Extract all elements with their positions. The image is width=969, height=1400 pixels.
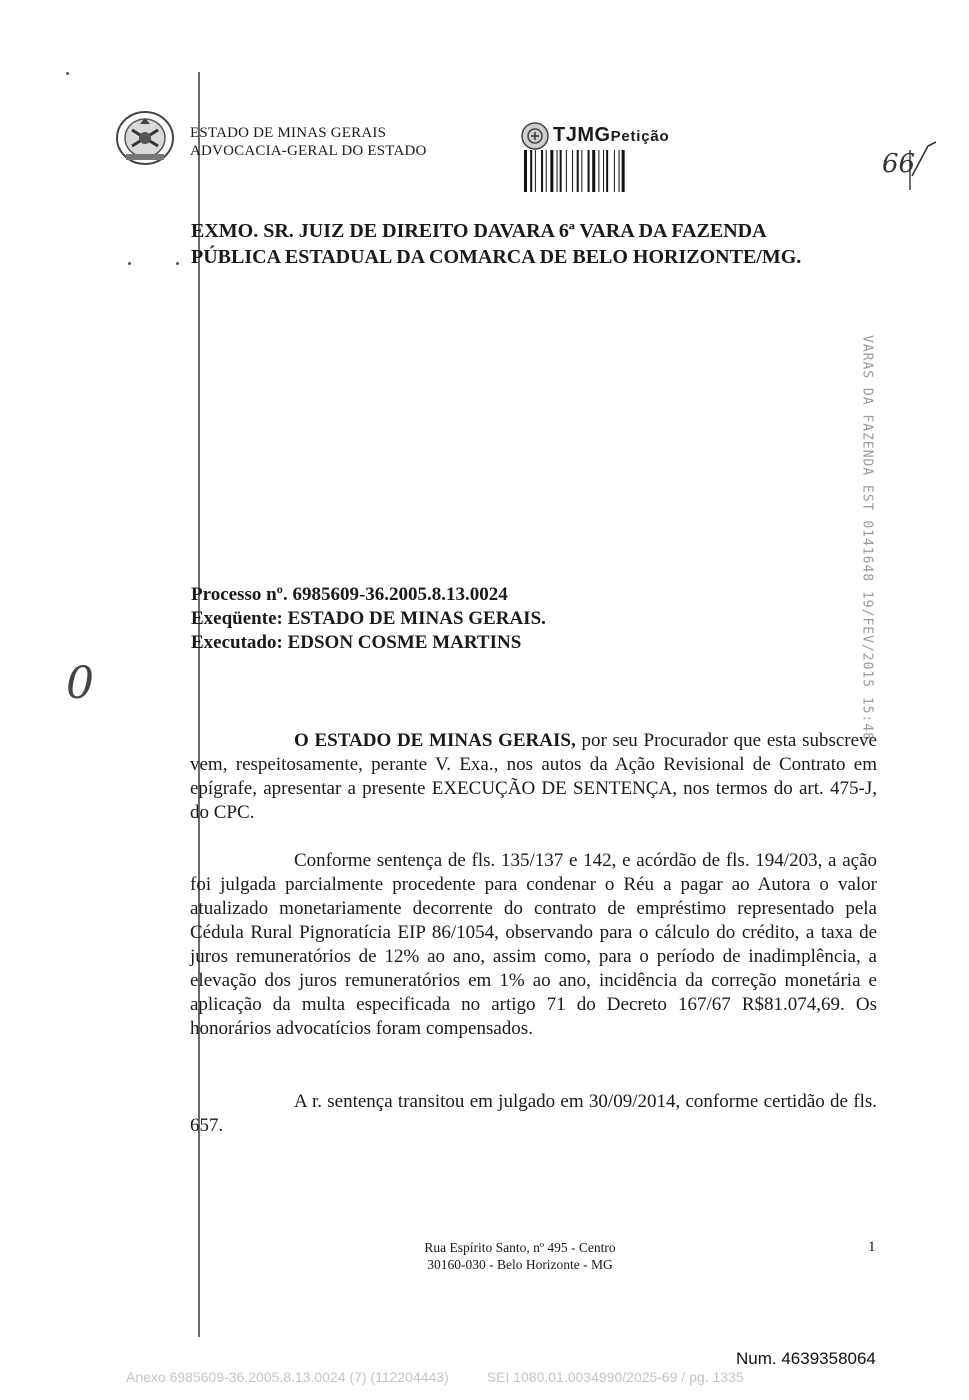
barcode-bar (592, 150, 595, 192)
paragraph-2-text: Conforme sentença de fls. 135/137 e 142, e acórdão de fls. 194/203, a ação foi julgada parcialmente procedente para condenar o Réu a pagar ao Autora o valor atualizado monetariamente decorrente do contrato de empréstimo representado pela Cédula Rural Pignoratícia EIP 86/1054, observando para o cálculo do crédito, a taxa de juros remuneratórios de 12% ao ano, assim como, para o período de inadimplência, a elevação dos juros remuneratórios em 1% ao ano, incidência da correção monetária e aplicação da multa especificada no artigo 71 do Decreto 167/67 R$81.074,69. Os honorários advocatícios foram compensados. (190, 850, 877, 1039)
paragraph-1-party: O ESTADO DE MINAS GERAIS, (294, 730, 576, 751)
scan-speck (128, 262, 131, 265)
barcode-bar (619, 150, 620, 192)
addressee-line-2: PÚBLICA ESTADUAL DA COMARCA DE BELO HORIZONTE/MG. (191, 246, 802, 268)
paragraph-1-text: por seu Procurador que esta subscreve vem, respeitosamente, perante V. Exa., nos autos da Ação Revisional de Contrato em epígrafe, apresentar a presente EXECUÇÃO DE SENTENÇA, nos termos do art. 475-J, do CPC. (190, 730, 877, 823)
addressee-line-1: EXMO. SR. JUIZ DE DIREITO DAVARA 6ª VARA DA FAZENDA (191, 220, 767, 242)
tjmg-petition-stamp (553, 124, 670, 147)
tjmg-petition-label: Petição (610, 128, 670, 145)
barcode-bar (606, 150, 608, 192)
barcode-bar (614, 150, 615, 192)
barcode-bar (622, 150, 625, 192)
scan-speck (176, 262, 179, 265)
handwritten-page-mark (880, 136, 940, 192)
addressee-heading (191, 218, 877, 270)
barcode-bar (541, 150, 543, 192)
footer-city: 30160-030 - Belo Horizonte - MG (427, 1257, 613, 1272)
barcode-bar (550, 150, 553, 192)
svg-text:0: 0 (66, 658, 94, 708)
document-number: Num. 4639358064 (736, 1349, 876, 1368)
barcode-bar (530, 150, 532, 192)
case-identification (191, 583, 546, 655)
barcode-bar (598, 150, 599, 192)
process-number: Processo nº. 6985609-36.2005.8.13.0024 (191, 584, 508, 605)
scan-speck (66, 72, 69, 75)
barcode-bar (588, 150, 590, 192)
barcode-bar (572, 150, 573, 192)
agency-department: ADVOCACIA-GERAL DO ESTADO (190, 143, 427, 159)
barcode-bar (577, 150, 579, 192)
agency-header (190, 124, 427, 160)
paragraph-2 (190, 849, 877, 1041)
annex-reference (126, 1369, 744, 1385)
barcode-bar (566, 150, 567, 192)
handwritten-page-number: 66 (882, 149, 916, 179)
barcode-bar (560, 150, 562, 192)
barcode (524, 150, 684, 192)
footer-address (350, 1239, 690, 1273)
barcode-bar (557, 150, 558, 192)
page-number: 1 (868, 1239, 876, 1255)
barcode-bar (546, 150, 547, 192)
paragraph-3 (190, 1090, 877, 1138)
barcode-bar (524, 150, 527, 192)
handwritten-margin-mark (62, 656, 96, 708)
footer-street: Rua Espírito Santo, nº 495 - Centro (424, 1240, 616, 1255)
protocol-stamp-text: VARAS DA FAZENDA EST 0141648 19/FEV/2015 15:48 (859, 334, 875, 742)
paragraph-3-text: A r. sentença transitou em julgado em 30/09/2014, conforme certidão de fls. 657. (190, 1091, 877, 1136)
barcode-bar (535, 150, 536, 192)
paragraph-1 (190, 729, 877, 825)
agency-state: ESTADO DE MINAS GERAIS (190, 125, 387, 141)
debtor: Executado: EDSON COSME MARTINS (191, 632, 522, 653)
barcode-bar (581, 150, 582, 192)
barcode-bar (603, 150, 604, 192)
annex-id: Anexo 6985609-36.2005.8.13.0024 (7) (112204443) (126, 1369, 449, 1385)
sei-reference: SEI 1080.01.0034990/2025-69 / pg. 1335 (486, 1369, 744, 1385)
tjmg-seal-icon (520, 121, 550, 151)
tjmg-brand: TJMG (553, 124, 611, 146)
state-coat-of-arms-icon (112, 108, 178, 168)
creditor: Exeqüente: ESTADO DE MINAS GERAIS. (191, 608, 546, 629)
